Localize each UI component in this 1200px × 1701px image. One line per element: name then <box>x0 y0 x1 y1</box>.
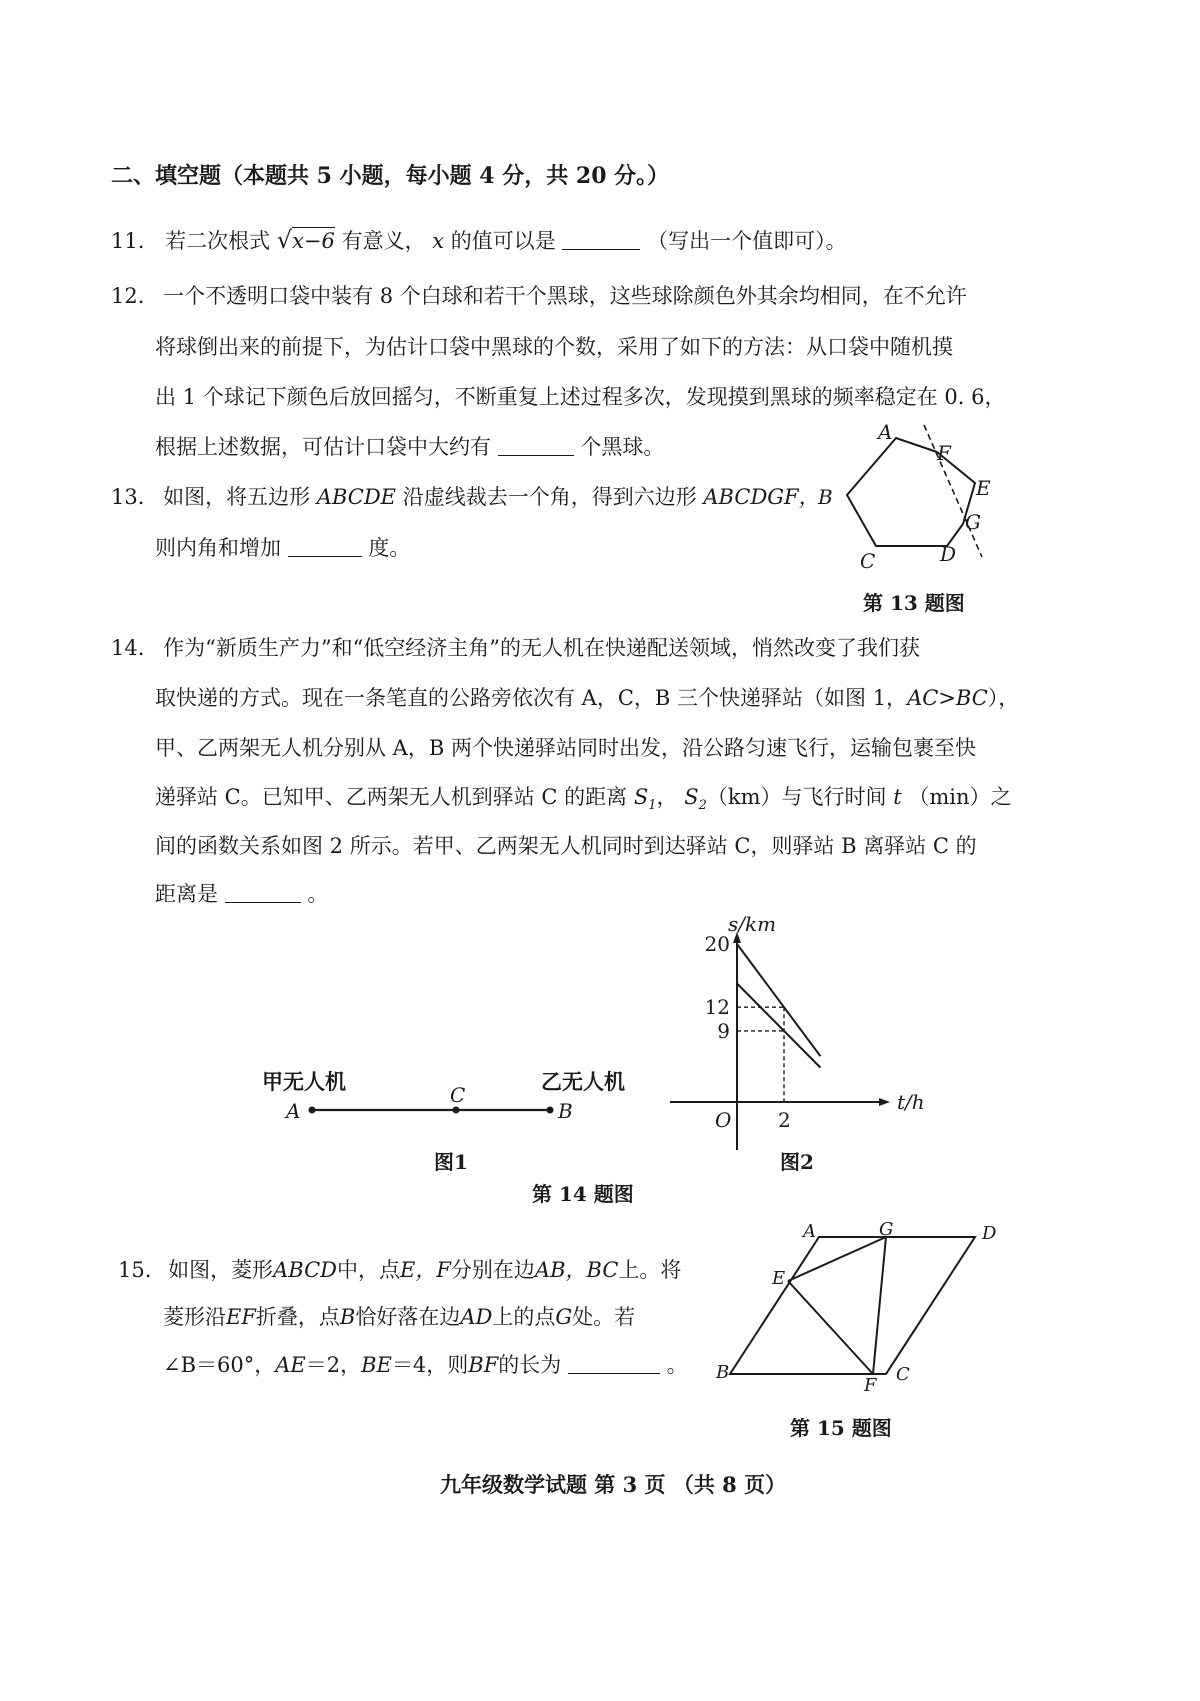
rhombus-name: ABCD <box>273 1258 337 1282</box>
question-text: 作为“新质生产力”和“低空经济主角”的无人机在快递配送领域，悄然改变了我们获 <box>163 636 921 660</box>
points-ef: E，F <box>400 1258 451 1282</box>
question-number: 14. <box>111 636 145 660</box>
vertex-label-b: B <box>818 485 833 509</box>
road-segment <box>300 1095 560 1125</box>
question-text: （km）与飞行时间 <box>706 785 887 809</box>
segment-ae: AE <box>275 1353 306 1377</box>
rhombus-outline <box>730 1237 975 1374</box>
question-13-line-1 <box>111 487 820 508</box>
point-c <box>453 1107 460 1114</box>
question-text: ， <box>656 785 678 809</box>
rhombus-label-d: D <box>982 1223 997 1244</box>
pentagon-name: ABCDE <box>316 485 397 509</box>
question-text: 恰好落在边 <box>355 1305 461 1329</box>
origin-label: O <box>715 1108 732 1132</box>
question-text: 取快递的方式。现在一条笔直的公路旁依次有 A，C，B 三个快递驿站（如图 1， <box>155 686 908 710</box>
question-number: 12. <box>111 284 145 308</box>
question-15-line-3 <box>163 1355 688 1376</box>
segment-g-f <box>873 1237 886 1374</box>
question-text: 若二次根式 <box>165 229 271 253</box>
question-text: 分别在边 <box>450 1258 535 1282</box>
question-14-line-4 <box>155 787 1012 812</box>
question-text: 递驿站 C。已知甲、乙两架无人机到驿站 C 的距离 <box>155 785 628 809</box>
figure-2-caption: 图2 <box>780 1150 814 1174</box>
vertex-label-f: F <box>937 441 951 465</box>
label-drone-jia: 甲无人机 <box>262 1069 346 1094</box>
question-text: ＝2， <box>305 1353 362 1377</box>
question-15-line-2 <box>163 1307 635 1328</box>
question-text: 。 <box>666 1353 688 1377</box>
question-12-line-1 <box>111 286 967 307</box>
vertex-label-d: D <box>940 542 957 566</box>
question-text: 上。将 <box>618 1258 682 1282</box>
point-g-name: G <box>555 1305 573 1329</box>
hexagon-name: ABCDGF， <box>703 485 820 509</box>
question-text: （min）之 <box>908 785 1012 809</box>
question-number: 11. <box>111 229 145 253</box>
inequality: AC>BC <box>907 686 988 710</box>
y-axis-label: s/km <box>728 912 777 936</box>
question-15-line-1 <box>118 1260 681 1281</box>
question-12-line-3: 出 1 个球记下颜色后放回摇匀，不断重复上述过程多次，发现摸到黑球的频率稳定在 0. 6， <box>155 385 1006 409</box>
question-text: 上的点 <box>492 1305 556 1329</box>
question-text: 一个不透明口袋中装有 8 个白球和若干个黑球，这些球除颜色外其余均相同，在不允许 <box>163 284 967 308</box>
question-14-line-3: 甲、乙两架无人机分别从 A，B 两个快递驿站同时出发，沿公路匀速飞行，运输包裹至快 <box>155 736 976 760</box>
side-ad-name: AD <box>460 1305 493 1329</box>
x-tick-label: 2 <box>778 1108 791 1132</box>
question-13-line-2 <box>155 538 410 559</box>
point-label-a: A <box>286 1099 301 1123</box>
series-line-1 <box>737 944 820 1056</box>
question-text: 个黑球。 <box>580 435 665 459</box>
x-axis-arrow <box>879 1098 890 1106</box>
question-text: 处。若 <box>572 1305 636 1329</box>
question-text: 菱形沿 <box>163 1305 226 1329</box>
var-s2: $S_2$ <box>684 785 707 814</box>
question-11 <box>111 228 847 252</box>
question-number: 15. <box>118 1258 152 1282</box>
page-footer: 九年级数学试题 第 3 页 （共 8 页） <box>440 1472 787 1497</box>
point-b-name: B <box>339 1305 356 1329</box>
point-b <box>547 1107 554 1114</box>
rhombus-label-f: F <box>864 1375 877 1396</box>
y-tick-label: 9 <box>717 1018 730 1043</box>
var-t: t <box>893 785 902 809</box>
rhombus-label-a: A <box>803 1221 816 1242</box>
answer-blank[interactable] <box>498 437 574 456</box>
segment-e-g <box>788 1237 886 1281</box>
question-text: 的值可以是 <box>450 229 556 253</box>
y-tick-label: 12 <box>704 995 730 1020</box>
question-text: 折叠，点 <box>255 1305 340 1329</box>
distance-time-chart <box>660 905 950 1155</box>
section-title: 二、填空题（本题共 5 小题，每小题 4 分，共 20 分。） <box>111 163 670 189</box>
question-text: 中，点 <box>337 1258 400 1282</box>
point-label-c: C <box>450 1083 466 1107</box>
question-text: 度。 <box>368 536 411 560</box>
chart-axes <box>670 912 925 1150</box>
rhombus-figure <box>715 1220 1005 1395</box>
x-axis-label: t/h <box>897 1090 925 1114</box>
question-text: 沿虚线裁去一个角，得到六边形 <box>402 485 697 509</box>
rhombus-label-c: C <box>896 1364 910 1385</box>
radicand: x−6 <box>292 229 335 253</box>
question-14-line-6 <box>155 884 328 905</box>
answer-blank[interactable] <box>562 231 640 250</box>
vertex-label-a: A <box>878 420 893 444</box>
question-text: 有意义， <box>341 229 426 253</box>
fold-line-name: EF <box>226 1305 256 1329</box>
y-tick-label: 20 <box>704 932 730 956</box>
question-text: 如图，菱形 <box>168 1258 274 1282</box>
sides-ab-bc: AB，BC <box>534 1258 619 1282</box>
figure-caption-14: 第 14 题图 <box>532 1182 634 1206</box>
point-label-b: B <box>558 1099 573 1123</box>
figure-caption-15: 第 15 题图 <box>790 1416 892 1440</box>
label-drone-yi: 乙无人机 <box>541 1069 625 1094</box>
variable-x: x <box>432 229 445 253</box>
series-line-2 <box>737 984 820 1068</box>
figure-1-caption: 图1 <box>434 1150 468 1174</box>
rhombus-label-e: E <box>772 1268 786 1289</box>
question-text: ＝4，则 <box>391 1353 469 1377</box>
question-text: （写出一个值即可）。 <box>647 229 847 253</box>
vertex-label-e: E <box>976 476 991 500</box>
question-number: 13. <box>111 485 145 509</box>
question-text: 根据上述数据，可估计口袋中大约有 <box>155 435 491 459</box>
sqrt-sign: √ <box>276 226 293 254</box>
question-text: 。 <box>307 882 329 906</box>
vertex-label-g: G <box>965 510 981 534</box>
question-text: ）， <box>987 686 1020 710</box>
question-14-line-2 <box>155 688 1019 709</box>
answer-blank[interactable] <box>568 1355 660 1374</box>
figure-caption-13: 第 13 题图 <box>863 591 965 615</box>
question-14-line-1 <box>111 638 920 659</box>
sqrt-expression <box>277 228 335 252</box>
question-text: 距离是 <box>155 882 218 906</box>
question-text: ∠B＝60°， <box>163 1353 276 1377</box>
var-s1: $S_1$ <box>633 785 657 814</box>
answer-blank[interactable] <box>225 884 301 903</box>
point-a <box>309 1107 316 1114</box>
rhombus-label-b: B <box>716 1362 730 1383</box>
chart-marks <box>737 944 820 1102</box>
question-12-line-4 <box>155 437 664 458</box>
segment-bf: BF <box>468 1353 499 1377</box>
rhombus-label-g: G <box>879 1219 894 1240</box>
answer-blank[interactable] <box>288 538 362 557</box>
question-text: 的长为 <box>498 1353 562 1377</box>
vertex-label-c: C <box>860 549 876 573</box>
question-14-line-5: 间的函数关系如图 2 所示。若甲、乙两架无人机同时到达驿站 C，则驿站 B 离驿站 C 的 <box>155 834 977 858</box>
segment-be: BE <box>361 1353 392 1377</box>
question-text: 如图，将五边形 <box>163 485 311 509</box>
segment-e-f <box>788 1281 873 1374</box>
question-12-line-2: 将球倒出来的前提下，为估计口袋中黑球的个数，采用了如下的方法：从口袋中随机摸 <box>155 335 953 359</box>
question-text: 则内角和增加 <box>155 536 281 560</box>
